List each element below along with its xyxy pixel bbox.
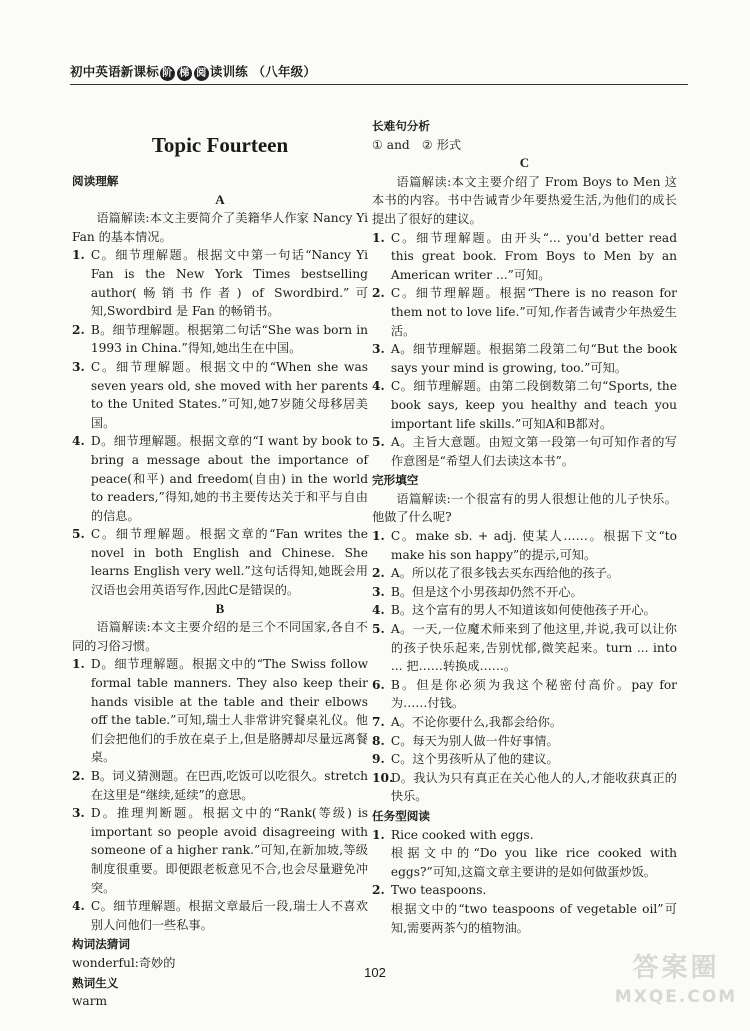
answer-item [72, 525, 368, 599]
answer-text: B。但是你必须为我这个秘密付高价。pay for 为……付钱。 [390, 677, 677, 711]
answer-number: 9. [372, 752, 385, 767]
answer-text: A。不论你要什么,我都会给你。 [390, 715, 563, 729]
answer-number: 5. [72, 527, 85, 542]
answer-item [372, 583, 677, 602]
section-heading: 任务型阅读 [372, 808, 430, 823]
section-heading: 构词法猜词 [72, 937, 130, 952]
answer-item [372, 340, 677, 377]
answer-item [72, 767, 368, 804]
answer-text: A。一天,一位魔术师来到了他这里,并说,我可以让你的孩子快乐起来,告别忧郁,微笑起来。turn ... into ... 把……转换成……。 [390, 622, 677, 674]
answer-number: 2. [372, 286, 385, 301]
passage-letter: C [519, 155, 530, 171]
answer-item [372, 750, 677, 769]
answer-number: 4. [72, 899, 85, 914]
answer-text: D。细节理解题。根据文中的“The Swiss follow formal table manners. They also keep their hands visible at the table and their elbows off the table.”可知,瑞士人非常讲究餐桌礼仪。他们会把他们的手放在桌子上,但是胳膊却尽量远离餐桌。 [90, 657, 368, 765]
answer-item [72, 432, 368, 525]
answer-item [372, 284, 677, 340]
passage-letter: A [215, 191, 225, 207]
answer-item [372, 676, 677, 713]
watermark-url: MXQE.COM [614, 987, 738, 1007]
page-title: Topic Fourteen [151, 133, 289, 157]
answer-item [72, 655, 368, 767]
answer-item [72, 804, 368, 897]
answer-item [372, 377, 677, 433]
running-header [70, 63, 316, 82]
passage-summary: 语篇解读:本文主要介绍的是三个不同国家,各自不同的习俗习惯。 [72, 620, 368, 653]
answer-number: 7. [372, 715, 385, 729]
answer-text: C。每天为别人做一件好事情。 [390, 733, 559, 748]
answer-item [72, 321, 368, 358]
answer-item [372, 769, 677, 806]
answer-item [72, 358, 368, 432]
answer-text: C。细节理解题。由开头“... you'd better read this great book. From Boys to Men by an American writer ...”可知。 [390, 230, 677, 282]
right-answers [372, 117, 677, 937]
section-heading: 熟词生义 [72, 975, 119, 990]
answer-text: C。细节理解题。根据文章最后一段,瑞士人不喜欢别人问他们一些私事。 [90, 899, 368, 932]
page-number: 102 [364, 965, 386, 980]
answer-text: D。推理判断题。根据文中的“Rank(等级) is important so people avoid disagreeing with someone of a higher rank.”可知,在新加坡,等级制度很重要。即便跟老板意见不合,也会尽量避免冲突。 [90, 806, 368, 895]
watermark-logo-text: 答案圈 [632, 953, 720, 983]
answer-item [372, 601, 677, 620]
answer-explanation: 根据文中的“two teaspoons of vegetable oil”可知,需要两茶勺的植物油。 [390, 901, 677, 935]
answer-text: Rice cooked with eggs. [390, 827, 534, 842]
answer-text: A。细节理解题。根据第二段第二句“But the book says your mind is growing, too.”可知。 [390, 342, 677, 375]
answer-number: 1. [372, 230, 385, 245]
answer-number: 2. [372, 566, 385, 581]
answer-number: 6. [372, 677, 385, 692]
answer-text: D。我认为只有真正在关心他人的人,才能收获真正的快乐。 [390, 770, 677, 804]
answer-number: 4. [372, 603, 385, 618]
answer-text: C。细节理解题。根据文中第一句话“Nancy Yi Fan is the New York Times bestselling author(畅销书作者) of Swordbird.”可知,Swordbird 是 Fan 的畅销书。 [90, 248, 368, 319]
section-heading: 完形填空 [372, 473, 419, 488]
answer-number: 4. [72, 434, 85, 449]
left-answers [72, 172, 368, 1011]
right-column [372, 116, 677, 937]
answer-number: 1. [372, 529, 385, 544]
header-badge: 梯 [177, 66, 192, 81]
section-heading: 阅读理解 [72, 174, 119, 188]
watermark [612, 950, 740, 1026]
answer-text: B。词义猜测题。在巴西,吃饭可以吃很久。stretch 在这里是“继续,延续”的意思。 [90, 769, 368, 802]
answer-item [372, 713, 677, 732]
answer-explanation: 根据文中的“Do you like rice cooked with eggs?”可知,这篇文章主要讲的是如何做蛋炒饭。 [390, 846, 677, 879]
answer-text: C。make sb. + adj. 使某人……。根据下文“to make his son happy”的提示,可知。 [390, 529, 677, 562]
header-rule [70, 84, 688, 85]
answer-number: 2. [372, 883, 385, 898]
answer-number: 1. [372, 827, 385, 842]
answer-number: 3. [72, 359, 85, 374]
answer-number: 2. [72, 322, 85, 337]
answer-item [372, 620, 677, 676]
answer-number: 4. [372, 379, 385, 394]
answer-number: 3. [372, 342, 385, 357]
answer-item [72, 246, 368, 320]
answer-number: 10. [372, 770, 394, 785]
answer-text: B。这个富有的男人不知道该如何使他孩子开心。 [390, 603, 656, 618]
answer-text: C。细节理解题。根据文中的“When she was seven years old, she moved with her parents to the United States.”可知,她7岁随父母移居美国。 [90, 359, 368, 430]
header-badge: 阶 [160, 66, 175, 81]
header-suffix: 读训练 （八年级） [209, 64, 317, 79]
answer-item [372, 229, 677, 285]
answer-line: wonderful:奇妙的 [72, 955, 176, 970]
answer-line: warm [72, 994, 108, 1009]
answer-text: Two teaspoons. [390, 883, 487, 898]
answer-number: 1. [72, 248, 85, 263]
answer-line: ① and ② 形式 [372, 137, 462, 152]
answer-number: 5. [372, 622, 385, 637]
answer-item [372, 564, 677, 583]
answer-item [372, 881, 677, 900]
passage-letter: B [215, 600, 225, 616]
answer-text: C。细节理解题。由第二段倒数第二句“Sports, the book says, keep you healthy and teach you important life skills.”可知A和B都对。 [390, 379, 677, 431]
answer-item [372, 732, 677, 751]
answer-text: B。细节理解题。根据第二句话“She was born in 1993 in China.”得知,她出生在中国。 [90, 322, 368, 356]
answer-number: 3. [372, 584, 385, 599]
passage-summary: 语篇解读:本文主要简介了美籍华人作家 Nancy Yi Fan 的基本情况。 [72, 211, 368, 244]
passage-summary: 语篇解读:一个很富有的男人很想让他的儿子快乐。他做了什么呢? [372, 491, 677, 525]
answer-number: 8. [372, 733, 385, 748]
answer-number: 5. [372, 435, 385, 450]
left-column [72, 118, 368, 1011]
answer-item [372, 433, 677, 470]
answer-text: D。细节理解题。根据文章的“I want by book to bring a message about the importance of peace(和平) and freedom(自由) in the world to readers,”得知,她的书主要传达关于和平与自由的信息。 [90, 434, 368, 523]
answer-text: B。但是这个小男孩却仍然不开心。 [390, 584, 583, 599]
section-heading: 长难句分析 [372, 119, 430, 133]
header-prefix: 初中英语新课标 [70, 64, 159, 79]
header-badge: 阅 [194, 66, 209, 81]
answer-item [372, 826, 677, 845]
answer-item [72, 897, 368, 934]
answer-number: 2. [72, 769, 85, 783]
answer-item [372, 527, 677, 564]
answer-text: C。细节理解题。根据“There is no reason for them not to love life.”可知,作者告诫青少年热爱生活。 [390, 286, 677, 338]
answer-text: C。这个男孩听从了他的建议。 [390, 752, 559, 767]
answer-number: 3. [72, 806, 85, 821]
passage-summary: 语篇解读:本文主要介绍了 From Boys to Men 这本书的内容。书中告诫青少年要热爱生活,为他们的成长提出了很好的建议。 [372, 174, 677, 226]
answer-text: C。细节理解题。根据文章的“Fan writes the novel in both English and Chinese. She learns English very well.”这句话得知,她既会用汉语也会用英语写作,因此C是错误的。 [90, 527, 368, 598]
answer-text: A。所以花了很多钱去买东西给他的孩子。 [390, 566, 620, 581]
answer-text: A。主旨大意题。由短文第一段第一句可知作者的写作意图是“希望人们去读这本书”。 [390, 435, 677, 468]
answer-number: 1. [72, 657, 85, 672]
